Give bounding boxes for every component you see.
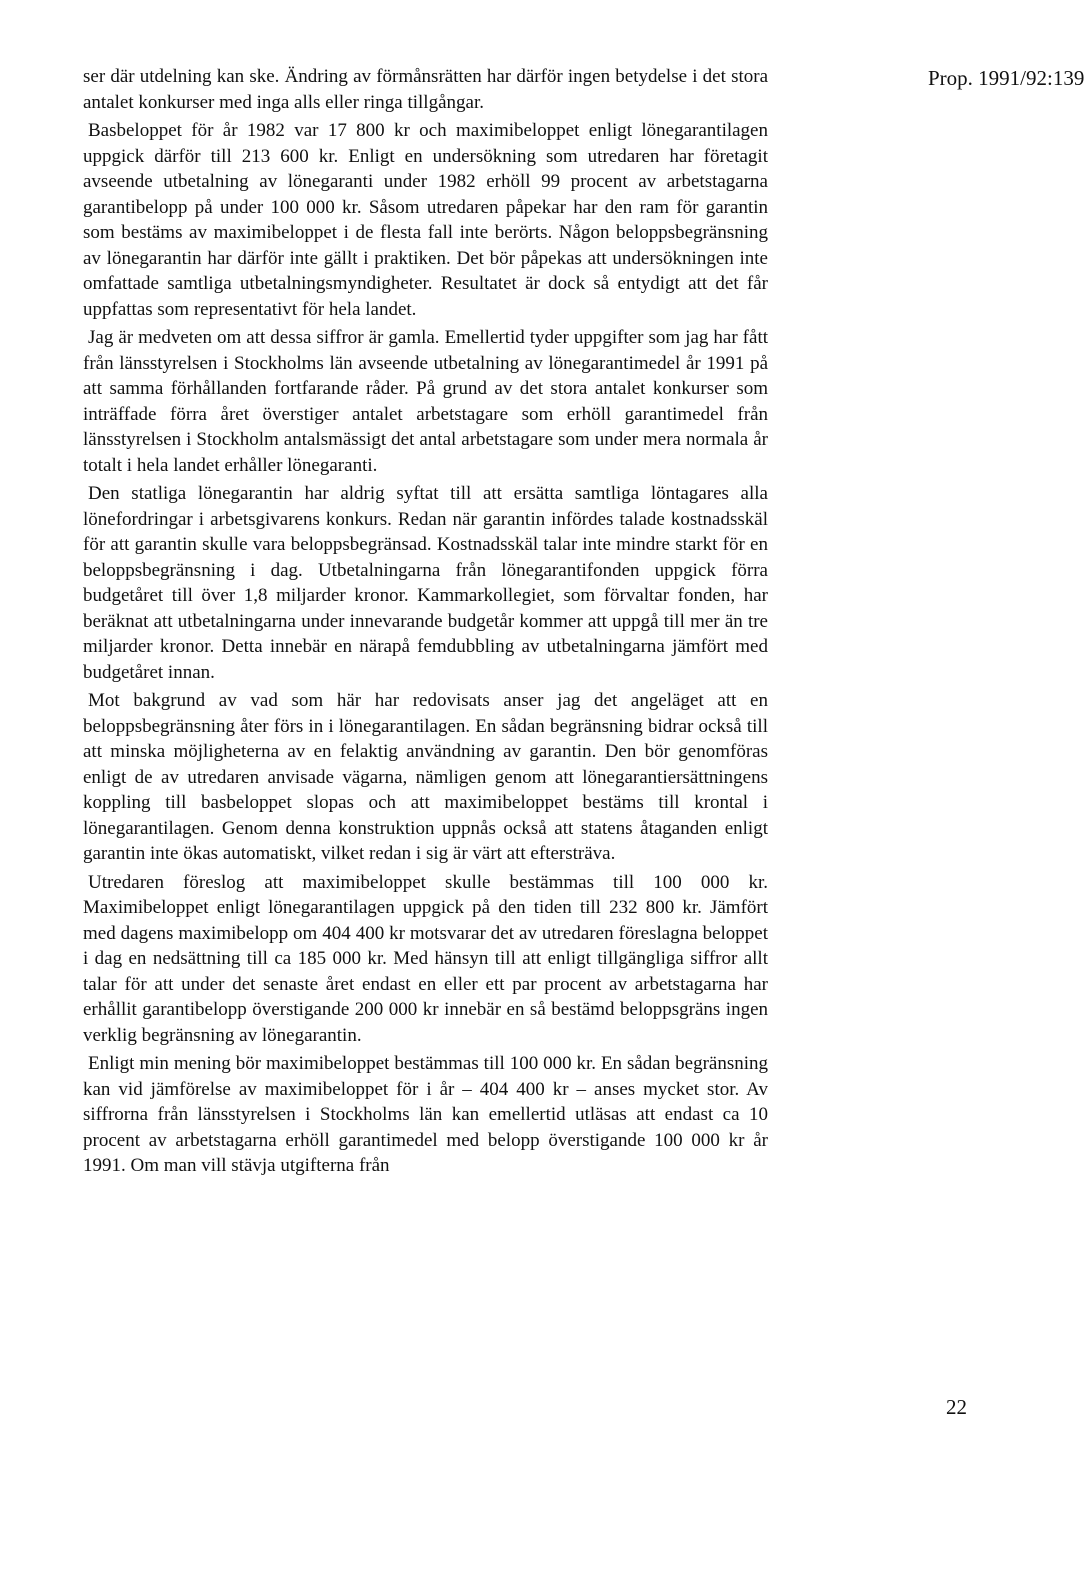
- paragraph-5: Mot bakgrund av vad som här har redovisats anser jag det angeläget att en beloppsbegränsning åter förs in i lönegarantilagen. En sådan begränsning bidrar också till att minska möjligheterna av en felaktig användning av garantin. Den bör genomföras enligt de av utredaren anvisade vägarna, nämligen genom att lönegarantiersättningens koppling till basbeloppet slopas och att maximibeloppet bestäms till krontal i lönegarantilagen. Genom denna konstruktion uppnås också att statens åtaganden enligt garantin inte ökas automatiskt, vilket redan i sig är värt att eftersträva.: [83, 690, 768, 864]
- paragraph-7: Enligt min mening bör maximibeloppet bestämmas till 100 000 kr. En sådan begränsning kan vid jämförelse av maximibeloppet för i år – 404 400 kr – anses mycket stor. Av siffrorna från länsstyrelsen i Stockholms län kan emellertid utläsas att endast ca 10 procent av arbetstagarna erhöll garantimedel med belopp överstigande 100 000 kr år 1991. Om man vill stävja utgifterna från: [83, 1053, 768, 1176]
- document-body: [83, 64, 768, 1182]
- paragraph-6: Utredaren föreslog att maximibeloppet skulle bestämmas till 100 000 kr. Maximibeloppet enligt lönegarantilagen uppgick på den tiden till 232 800 kr. Jämfört med dagens maximibelopp om 404 400 kr motsvarar det av utredaren föreslagna beloppet i dag en nedsättning till ca 185 000 kr. Med hänsyn till att enligt tillgängliga siffror allt talar för att under det senaste året endast en eller ett par procent av arbetstagarna har erhållit garantibelopp överstigande 200 000 kr innebär en så bestämd beloppsgräns ingen verklig begränsning av lönegarantin.: [83, 871, 768, 1046]
- paragraph-1: ser där utdelning kan ske. Ändring av förmånsrätten har därför ingen betydelse i det stora antalet konkurser med inga alls eller ringa tillgångar.: [83, 66, 768, 113]
- page-header-reference: Prop. 1991/92:139: [928, 66, 1084, 90]
- paragraph-3: Jag är medveten om att dessa siffror är gamla. Emellertid tyder uppgifter som jag har fått från länsstyrelsen i Stockholms län avseende utbetalning av lönegarantimedel år 1991 på att samma förhållanden fortfarande råder. På grund av det stora antalet konkurser som inträffade förra året överstiger antalet arbetstagare som erhöll garantimedel från länsstyrelsen i Stockholm antalsmässigt det antal arbetstagare som under mera normala år totalt i hela landet erhåller lönegaranti.: [83, 327, 768, 476]
- page-number: 22: [946, 1395, 967, 1419]
- paragraph-4: Den statliga lönegarantin har aldrig syftat till att ersätta samtliga löntagares alla lönefordringar i arbetsgivarens konkurs. Redan när garantin infördes talade kostnadsskäl för att garantin skulle vara beloppsbegränsad. Kostnadsskäl talar inte mindre starkt för en beloppsbegränsning i dag. Utbetalningarna från lönegarantifonden uppgick förra budgetåret till över 1,8 miljarder kronor. Kammarkollegiet, som förvaltar fonden, har beräknat att utbetalningarna under innevarande budgetår kommer att uppgå till mer än tre miljarder kronor. Detta innebär en närapå femdubbling av utbetalningarna jämfört med budgetåret innan.: [83, 483, 768, 683]
- paragraph-2: Basbeloppet för år 1982 var 17 800 kr och maximibeloppet enligt lönegarantilagen uppgick därför till 213 600 kr. Enligt en undersökning som utredaren har företagit avseende utbetalning av lönegaranti under 1982 erhöll 99 procent av arbetstagarna garantibelopp på under 100 000 kr. Såsom utredaren påpekar har den ram för garantin som bestäms av maximibeloppet i de flesta fall inte berörts. Någon beloppsbegränsning av lönegarantin har därför inte gällt i praktiken. Det bör påpekas att undersökningen inte omfattade samtliga utbetalningsmyndigheter. Resultatet är dock så entydigt att det får uppfattas som representativt för hela landet.: [83, 120, 768, 320]
